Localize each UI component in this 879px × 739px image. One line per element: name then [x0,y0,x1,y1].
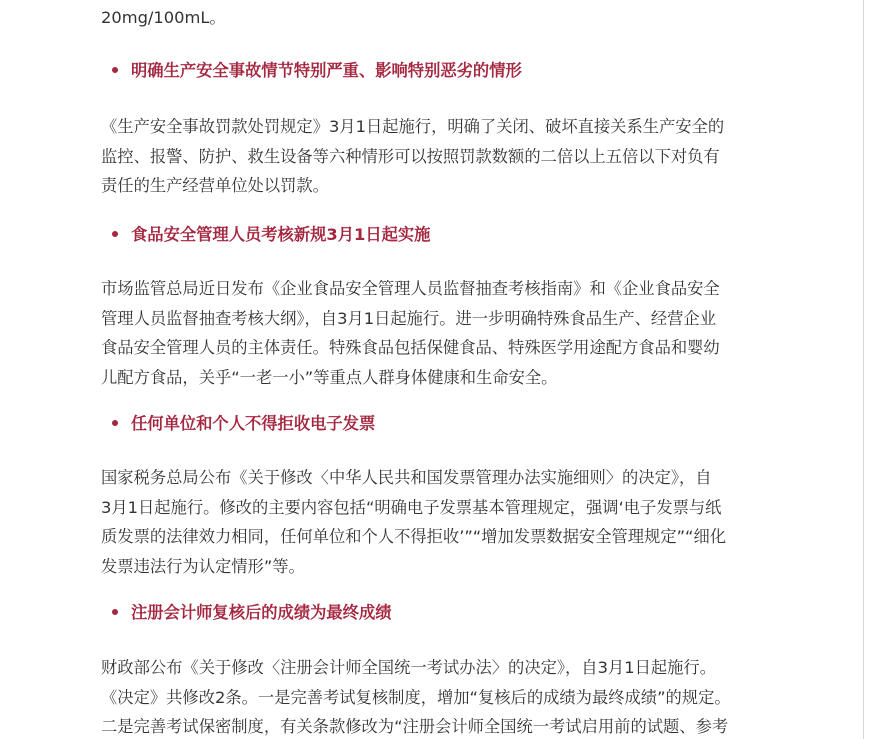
paragraph-cpa-exam [101,653,791,739]
bullet-dot-icon [112,609,118,615]
bullet-dot-icon [112,231,118,237]
section-heading-food-safety [112,223,430,247]
paragraph-line: 质发票的法律效力相同，任何单位和个人不得拒收’”“增加发票数据安全管理规定”“细化 [101,527,727,546]
paragraph-line: 责任的生产经营单位处以罚款。 [101,176,329,195]
paragraph-line: 管理人员监督抽查考核大纲》，自3月1日起施行。进一步明确特殊食品生产、经营企业 [101,308,716,328]
section-heading-text: 注册会计师复核后的成绩为最终成绩 [131,603,392,622]
section-heading-safety-accidents [112,59,522,83]
bullet-dot-icon [112,67,118,73]
paragraph-line: 市场监管总局近日发布《企业食品安全管理人员监督抽查考核指南》和《企业食品安全 [101,279,720,298]
paragraph-safety-accidents [101,112,791,201]
section-heading-text: 任何单位和个人不得拒收电子发票 [131,414,376,433]
paragraph-line: 20mg/100mL。 [101,8,226,27]
paragraph-line: 《决定》共修改2条。一是完善考试复核制度，增加“复核后的成绩为最终成绩”的规定。 [101,687,731,707]
paragraph-line: 监控、报警、防护、救生设备等六种情形可以按照罚款数额的二倍以上五倍以下对负有 [101,146,720,166]
section-heading-text: 明确生产安全事故情节特别严重、影响特别恶劣的情形 [131,61,522,80]
paragraph-line: 《生产安全事故罚款处罚规定》3月1日起施行，明确了关闭、破坏直接关系生产安全的 [101,117,725,136]
paragraph-line: 国家税务总局公布《关于修改〈中华人民共和国发票管理办法实施细则〉的决定》，自 [101,468,712,487]
bullet-dot-icon [112,420,118,426]
paragraph-line: 儿配方食品，关乎“一老一小”等重点人群身体健康和生命安全。 [101,367,558,387]
section-heading-e-invoice [112,412,375,436]
page-edge-divider [863,0,864,739]
paragraph-food-safety [101,274,791,392]
paragraph-line: 二是完善考试保密制度，有关条款修改为“注册会计师全国统一考试启用前的试题、参考 [101,717,729,736]
paragraph-line: 发票违法行为认定情形”等。 [101,556,305,576]
paragraph-line: 3月1日起施行。修改的主要内容包括“明确电子发票基本管理规定，强调‘电子发票与纸 [101,497,722,517]
paragraph-intro-tail [101,3,791,33]
section-heading-cpa-exam [112,601,392,625]
paragraph-line: 财政部公布《关于修改〈注册会计师全国统一考试办法〉的决定》，自3月1日起施行。 [101,658,716,677]
paragraph-e-invoice [101,463,791,581]
section-heading-text: 食品安全管理人员考核新规3月1日起实施 [131,225,431,244]
paragraph-line: 食品安全管理人员的主体责任。特殊食品包括保健食品、特殊医学用途配方食品和婴幼 [101,338,720,357]
